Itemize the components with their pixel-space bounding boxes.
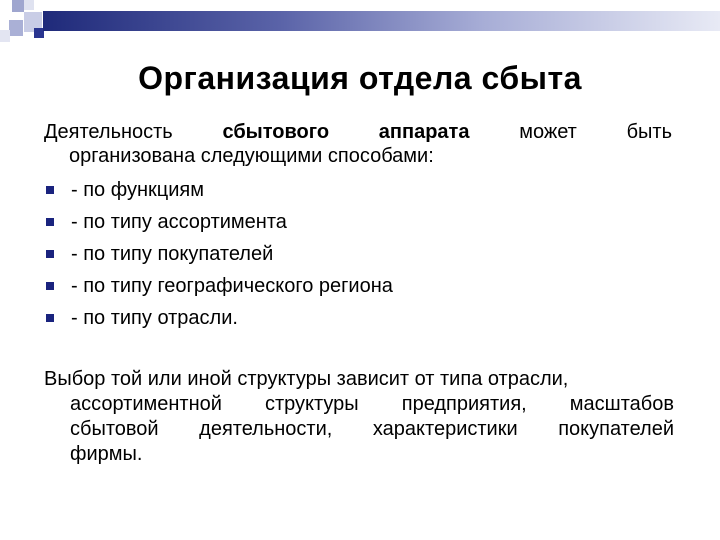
list-item [44,302,393,334]
header-gradient-bar [43,11,720,31]
decor-square [9,20,23,36]
list-item-text: - по типу географического региона [71,274,393,297]
intro-word: может [519,121,577,143]
list-item-text: - по типу отрасли. [71,306,238,329]
intro-word: быть [626,121,672,143]
intro-word-bold: аппарата [378,121,470,143]
list-item-text: - по типу покупателей [71,242,274,265]
conclusion-line-3: сбытовой деятельности, характеристики покупателей [70,418,674,440]
conclusion-line-2: ассортиментной структуры предприятия, масштабов [70,393,674,415]
list-item [44,206,393,238]
conclusion-line-4: фирмы. [70,443,143,465]
list-item-text: - по функциям [71,178,204,201]
square-bullet-icon [46,250,54,258]
list-item [44,238,393,270]
list-item-text: - по типу ассортимента [71,210,287,233]
decor-square [24,0,34,10]
conclusion-paragraph [44,367,674,467]
intro-word: Деятельность [44,121,173,143]
square-bullet-icon [46,218,54,226]
list-item [44,174,393,206]
methods-list [44,174,393,334]
intro-line-2: организована следующими способами: [69,145,434,167]
intro-line-1 [44,120,672,144]
decor-square [0,30,10,42]
square-bullet-icon [46,314,54,322]
decor-square [12,0,24,12]
square-bullet-icon [46,282,54,290]
conclusion-line-1: Выбор той или иной структуры зависит от типа отрасли, [44,368,569,390]
intro-paragraph [44,120,672,168]
intro-word-bold: сбытового [222,121,330,143]
square-bullet-icon [46,186,54,194]
slide-title: Организация отдела сбыта [138,60,582,96]
header-decoration [0,0,720,50]
list-item [44,270,393,302]
